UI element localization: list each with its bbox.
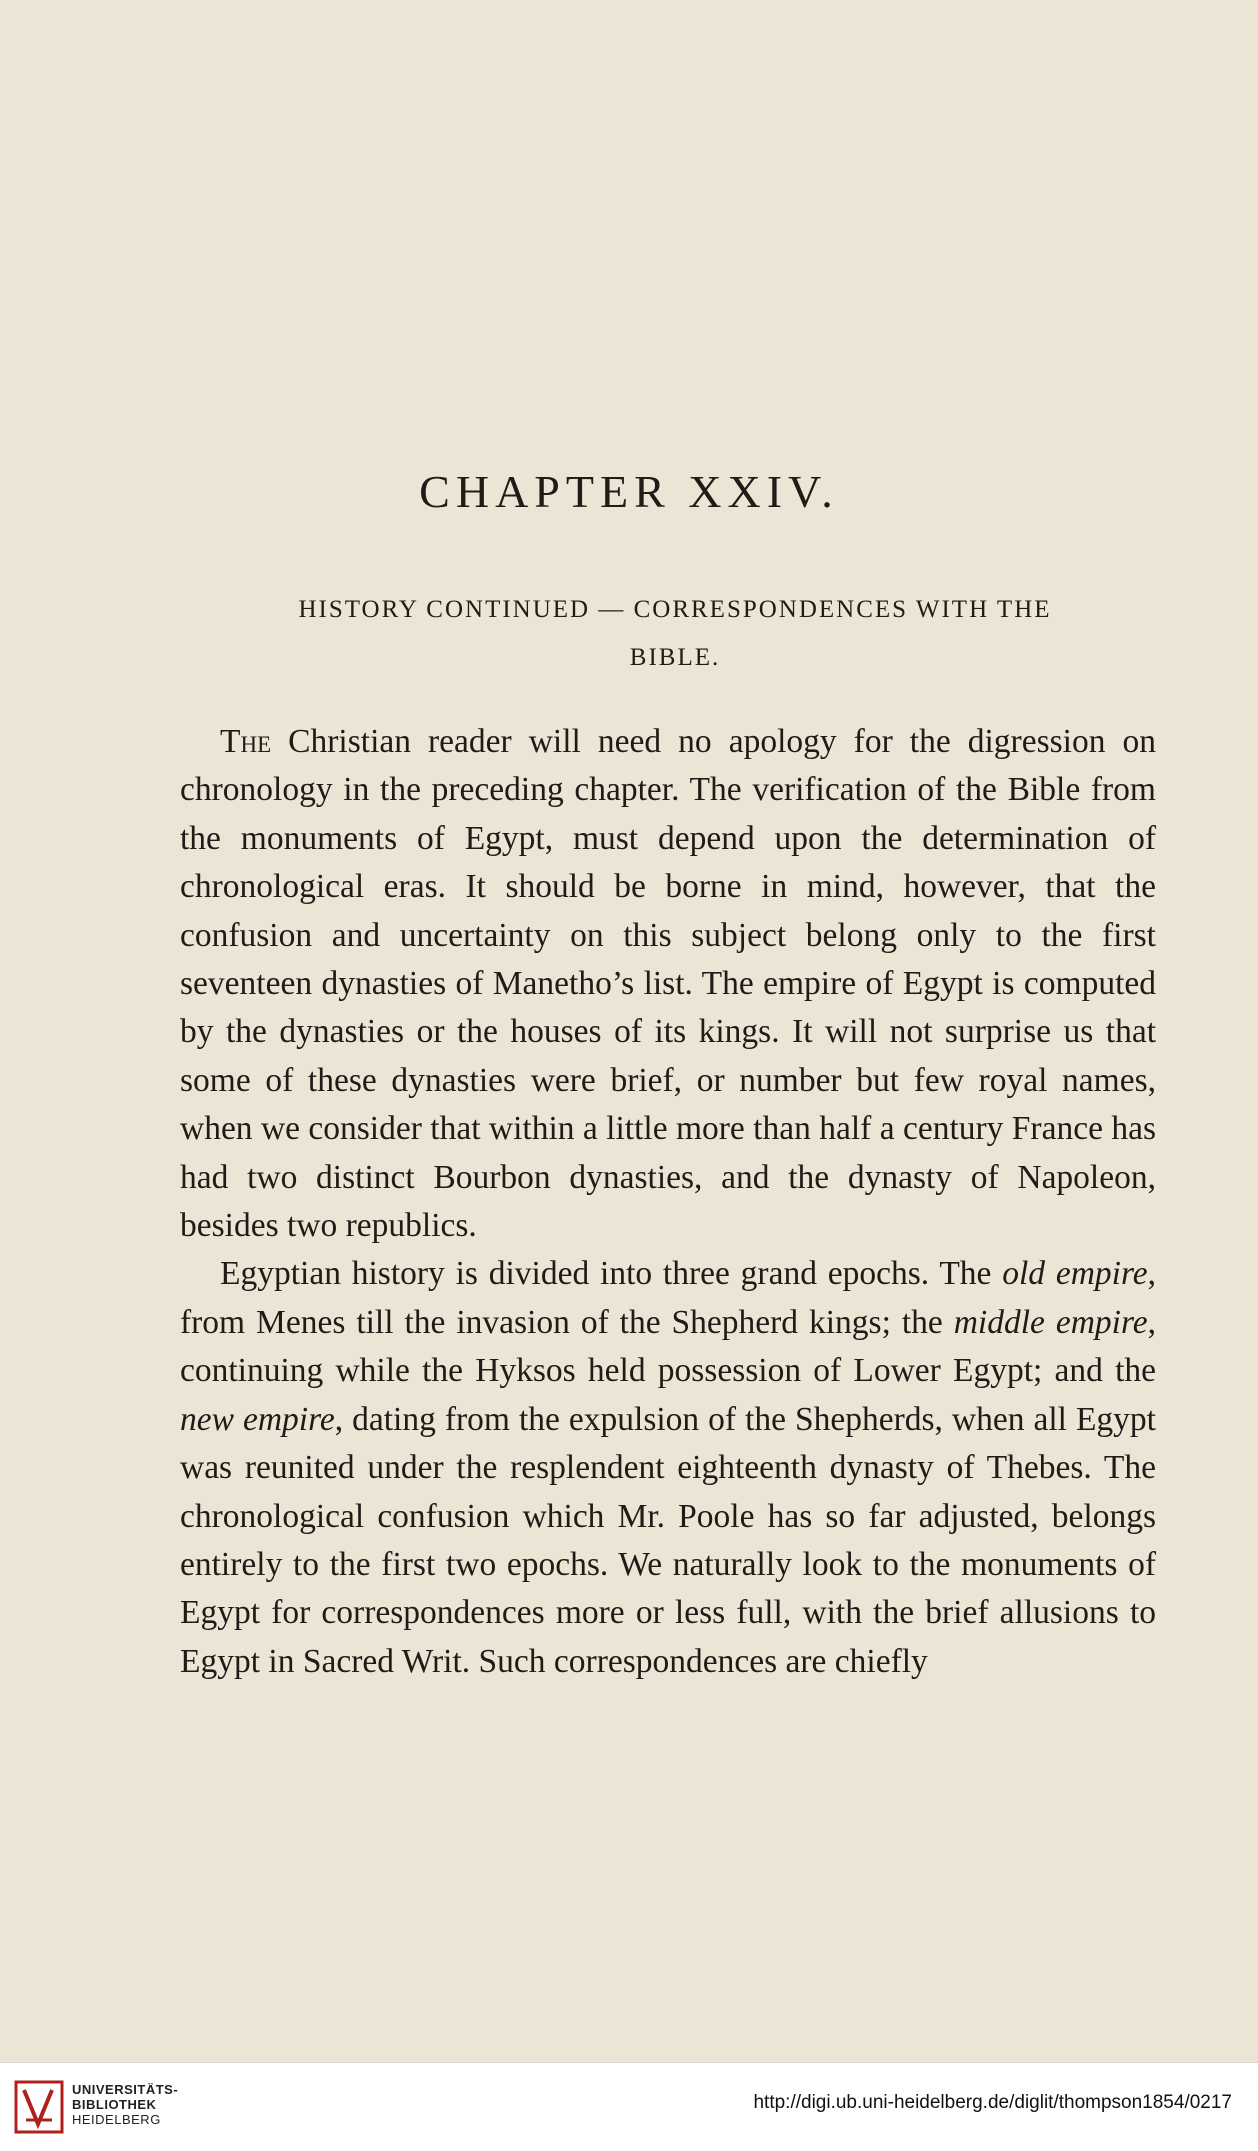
term-new-empire: new empire bbox=[180, 1400, 335, 1438]
paragraph-2-text-c: , continuing while the Hyksos held possession of Lower Egypt; and the bbox=[180, 1303, 1156, 1390]
paragraph-1 bbox=[180, 718, 1156, 1250]
paragraph-1-text: Christian reader will need no apology for the digression on chronology in the preceding chapter. The verification of the Bible from the monuments of Egypt, must depend upon the determination of chronological eras. It should be borne in mind, however, that the confusion and uncertainty on this subject belong only to the first seventeen dynasties of Manetho’s list. The empire of Egypt is computed by the dynasties or the houses of its kings. It will not surprise us that some of these dynasties were brief, or number but few royal names, when we consider that within a little more than half a century France has had two distinct Bourbon dynasties, and the dynasty of Napoleon, besides two republics. bbox=[180, 723, 1156, 1245]
paragraph-1-lead: The bbox=[220, 723, 272, 760]
term-middle-empire: middle empire bbox=[953, 1303, 1148, 1341]
paragraph-2 bbox=[180, 1250, 1156, 1686]
paragraph-2-text-a: Egyptian history is divided into three grand epochs. The bbox=[220, 1255, 1003, 1293]
paragraph-2-text-d: , dating from the expulsion of the Shepherds, when all Egypt was reunited under the resplendent eighteenth dynasty of Thebes. The chronological confusion which Mr. Poole has so far adjusted, belongs entirely to the first two epochs. We naturally look to the monuments of Egypt for correspondences more or less full, with the brief allusions to Egypt in Sacred Writ. Such correspondences are chiefly bbox=[180, 1400, 1156, 1680]
library-name-line-1: UNIVERSITÄTS- bbox=[72, 2082, 179, 2097]
term-old-empire: old empire bbox=[1002, 1255, 1148, 1293]
library-name-line-2: BIBLIOTHEK bbox=[72, 2097, 157, 2112]
chapter-subtitle bbox=[195, 586, 1155, 682]
library-name-line-3: HEIDELBERG bbox=[72, 2112, 161, 2127]
chapter-subtitle-line-2: BIBLE. bbox=[629, 644, 721, 671]
source-url[interactable]: http://digi.ub.uni-heidelberg.de/diglit/thompson1854/0217 bbox=[753, 2092, 1232, 2113]
body-text bbox=[180, 718, 1156, 1686]
library-logo-icon bbox=[14, 2080, 64, 2134]
chapter-subtitle-line-1: HISTORY CONTINUED — CORRESPONDENCES WITH THE bbox=[298, 596, 1052, 623]
paragraph-2-text-b: , from Menes till the invasion of the Shepherd kings; the bbox=[180, 1255, 1156, 1341]
library-name bbox=[72, 2082, 178, 2127]
chapter-title: CHAPTER XXIV. bbox=[419, 466, 839, 517]
